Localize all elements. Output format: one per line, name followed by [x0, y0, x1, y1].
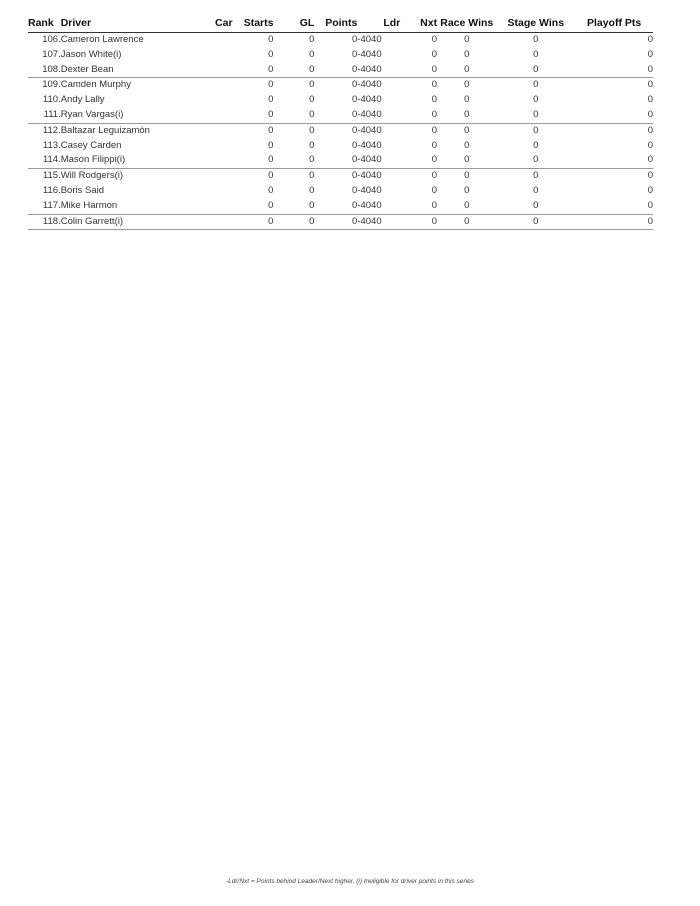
- playoff-pts-value: 0: [647, 184, 653, 196]
- stage-wins-value: 0: [533, 139, 539, 151]
- gl-value: 0: [309, 94, 315, 106]
- stage-wins-value: 0: [496, 63, 575, 78]
- ldr-value: -4040: [357, 48, 382, 60]
- race-wins-value: 0: [437, 108, 496, 123]
- car-number: [202, 139, 233, 154]
- stage-wins-value: 0: [533, 184, 539, 196]
- nxt-value: 0: [431, 94, 438, 106]
- rank-cell: 117.: [28, 199, 61, 214]
- car-number: [202, 153, 233, 168]
- ldr-value: -4040: [357, 170, 382, 182]
- race-wins-value: 0: [437, 199, 496, 214]
- playoff-pts-value: 0: [575, 108, 653, 123]
- driver-name: Andy Lally: [60, 94, 105, 106]
- points-value: 0: [314, 214, 357, 230]
- rank-cell: 108.: [28, 63, 61, 78]
- gl-value: 0: [273, 214, 314, 230]
- points-value: 0: [352, 170, 358, 182]
- gl-value: 0: [273, 63, 314, 78]
- nxt-value: 0: [431, 124, 438, 136]
- stage-wins-value: 0: [496, 153, 575, 168]
- nxt-value: 0: [431, 34, 438, 45]
- race-wins-value: 0: [464, 170, 470, 182]
- playoff-pts-value: 0: [647, 170, 653, 182]
- standings-body: [28, 33, 653, 230]
- playoff-pts-value: 0: [647, 94, 653, 106]
- rank-cell: 109.: [42, 79, 61, 91]
- nxt-value: 0: [400, 63, 437, 78]
- table-row: [28, 139, 653, 154]
- rank-cell: 106.: [42, 34, 61, 45]
- driver-name: Will Rodgers(i): [60, 170, 124, 182]
- race-wins-value: 0: [464, 139, 470, 151]
- stage-wins-value: 0: [533, 94, 539, 106]
- race-wins-value: 0: [464, 48, 470, 60]
- car-number: [202, 108, 233, 123]
- car-number: [202, 93, 233, 108]
- race-wins-value: 0: [437, 153, 496, 168]
- gl-value: 0: [309, 79, 315, 91]
- car-number: [202, 169, 233, 184]
- rank-cell: 112.: [42, 124, 61, 136]
- stage-wins-header: Stage Wins: [496, 14, 575, 33]
- nxt-value: 0: [431, 48, 438, 60]
- table-row: [28, 78, 653, 93]
- starts-value: 0: [268, 170, 274, 182]
- driver-name: Baltazar Leguizamón: [60, 124, 150, 136]
- starts-value: 0: [268, 79, 274, 91]
- driver-name: Mike Harmon: [61, 199, 202, 214]
- driver-name: Casey Carden: [60, 139, 122, 151]
- rank-cell: 116.: [42, 184, 61, 196]
- race-wins-value: 0: [437, 63, 496, 78]
- ldr-value: -4040: [357, 184, 382, 196]
- nxt-value: 0: [400, 108, 437, 123]
- car-number: [202, 48, 233, 63]
- race-wins-value: 0: [464, 184, 470, 196]
- points-value: 0: [352, 184, 358, 196]
- header-row: [28, 14, 653, 33]
- playoff-pts-value: 0: [575, 63, 653, 78]
- driver-name: Boris Said: [60, 184, 105, 196]
- ldr-value: -4040: [357, 139, 382, 151]
- ldr-value: -4040: [357, 214, 400, 230]
- rank-header: Rank: [28, 14, 61, 33]
- stage-wins-value: 0: [533, 79, 539, 91]
- driver-name: Dexter Bean: [61, 63, 202, 78]
- starts-value: 0: [268, 34, 274, 45]
- playoff-pts-value: 0: [575, 214, 653, 230]
- stage-wins-value: 0: [496, 108, 575, 123]
- playoff-pts-value: 0: [575, 153, 653, 168]
- car-number: [202, 78, 233, 93]
- race-wins-value: 0: [464, 124, 470, 136]
- rank-cell: 115.: [42, 170, 61, 182]
- playoff-pts-value: 0: [647, 79, 653, 91]
- starts-value: 0: [233, 214, 274, 230]
- gl-value: 0: [273, 153, 314, 168]
- playoff-pts-value: 0: [647, 139, 653, 151]
- driver-name: Colin Garrett(i): [61, 214, 202, 230]
- stage-wins-value: 0: [496, 214, 575, 230]
- starts-value: 0: [233, 63, 274, 78]
- nxt-value: 0: [431, 170, 438, 182]
- driver-name: Jason White(i): [60, 48, 122, 60]
- stage-wins-value: 0: [533, 48, 539, 60]
- points-value: 0: [352, 79, 358, 91]
- stage-wins-value: 0: [496, 199, 575, 214]
- race-wins-value: 0: [464, 79, 470, 91]
- rank-cell: 114.: [28, 153, 61, 168]
- playoff-pts-value: 0: [575, 199, 653, 214]
- ldr-value: -4040: [357, 108, 400, 123]
- table-row: [28, 184, 653, 199]
- points-value: 0: [352, 94, 358, 106]
- table-row: [28, 93, 653, 108]
- car-number: [202, 214, 233, 230]
- points-header: Points: [314, 14, 357, 33]
- table-row: [28, 214, 653, 230]
- gl-value: 0: [309, 48, 315, 60]
- starts-value: 0: [233, 108, 274, 123]
- race-wins-header: Race Wins: [437, 14, 496, 33]
- table-row: [28, 48, 653, 63]
- starts-value: 0: [268, 139, 274, 151]
- driver-name: Ryan Vargas(i): [61, 108, 202, 123]
- gl-value: 0: [309, 184, 315, 196]
- race-wins-value: 0: [437, 214, 496, 230]
- playoff-pts-value: 0: [647, 34, 653, 45]
- ldr-header: Ldr: [357, 14, 400, 33]
- ldr-value: -4040: [357, 124, 382, 136]
- ldr-value: -4040: [357, 34, 382, 45]
- gl-value: 0: [309, 34, 315, 45]
- gl-value: 0: [309, 124, 315, 136]
- race-wins-value: 0: [464, 94, 470, 106]
- car-number: [202, 63, 233, 78]
- rank-cell: 118.: [28, 214, 61, 230]
- starts-value: 0: [268, 184, 274, 196]
- table-row: [28, 33, 653, 48]
- rank-cell: 110.: [42, 94, 61, 106]
- nxt-value: 0: [431, 139, 438, 151]
- ldr-value: -4040: [357, 79, 382, 91]
- starts-value: 0: [268, 48, 274, 60]
- points-value: 0: [314, 108, 357, 123]
- race-wins-value: 0: [464, 34, 470, 45]
- nxt-header: Nxt: [400, 14, 437, 33]
- starts-value: 0: [233, 199, 274, 214]
- driver-header: Driver: [61, 14, 202, 33]
- starts-header: Starts: [233, 14, 274, 33]
- points-value: 0: [314, 199, 357, 214]
- table-row: [28, 199, 653, 214]
- ldr-value: -4040: [357, 63, 400, 78]
- table-row: [28, 153, 653, 168]
- table-row: [28, 63, 653, 78]
- car-number: [202, 123, 233, 138]
- starts-value: 0: [268, 94, 274, 106]
- starts-value: 0: [268, 124, 274, 136]
- gl-value: 0: [309, 139, 315, 151]
- playoff-pts-header: Playoff Pts: [575, 14, 653, 33]
- stage-wins-value: 0: [533, 170, 539, 182]
- table-row: [28, 169, 653, 184]
- points-value: 0: [314, 63, 357, 78]
- ldr-value: -4040: [357, 153, 400, 168]
- points-value: 0: [352, 139, 358, 151]
- driver-name: Mason Filippi(i): [61, 153, 202, 168]
- standings-table: [28, 14, 653, 230]
- starts-value: 0: [233, 153, 274, 168]
- nxt-value: 0: [431, 184, 438, 196]
- gl-header: GL: [273, 14, 314, 33]
- nxt-value: 0: [400, 153, 437, 168]
- car-number: [202, 33, 233, 48]
- nxt-value: 0: [431, 79, 438, 91]
- playoff-pts-value: 0: [647, 124, 653, 136]
- rank-cell: 111.: [28, 108, 61, 123]
- driver-name: Cameron Lawrence: [60, 34, 144, 45]
- gl-value: 0: [273, 199, 314, 214]
- points-value: 0: [352, 48, 358, 60]
- table-row: [28, 123, 653, 138]
- playoff-pts-value: 0: [647, 48, 653, 60]
- points-value: 0: [352, 34, 358, 45]
- car-number: [202, 199, 233, 214]
- ldr-value: -4040: [357, 199, 400, 214]
- stage-wins-value: 0: [533, 124, 539, 136]
- gl-value: 0: [309, 170, 315, 182]
- nxt-value: 0: [400, 199, 437, 214]
- points-value: 0: [314, 153, 357, 168]
- driver-name: Camden Murphy: [60, 79, 131, 91]
- gl-value: 0: [273, 108, 314, 123]
- rank-cell: 107.: [42, 48, 61, 60]
- stage-wins-value: 0: [533, 34, 539, 45]
- car-number: [202, 184, 233, 199]
- table-row: [28, 108, 653, 123]
- footer-note: -Ldr/Nxt = Points behind Leader/Next higher, (i) Ineligible for driver points in this series: [225, 878, 475, 885]
- points-value: 0: [352, 124, 358, 136]
- ldr-value: -4040: [357, 94, 382, 106]
- rank-cell: 113.: [42, 139, 61, 151]
- nxt-value: 0: [400, 214, 437, 230]
- car-header: Car: [202, 14, 233, 33]
